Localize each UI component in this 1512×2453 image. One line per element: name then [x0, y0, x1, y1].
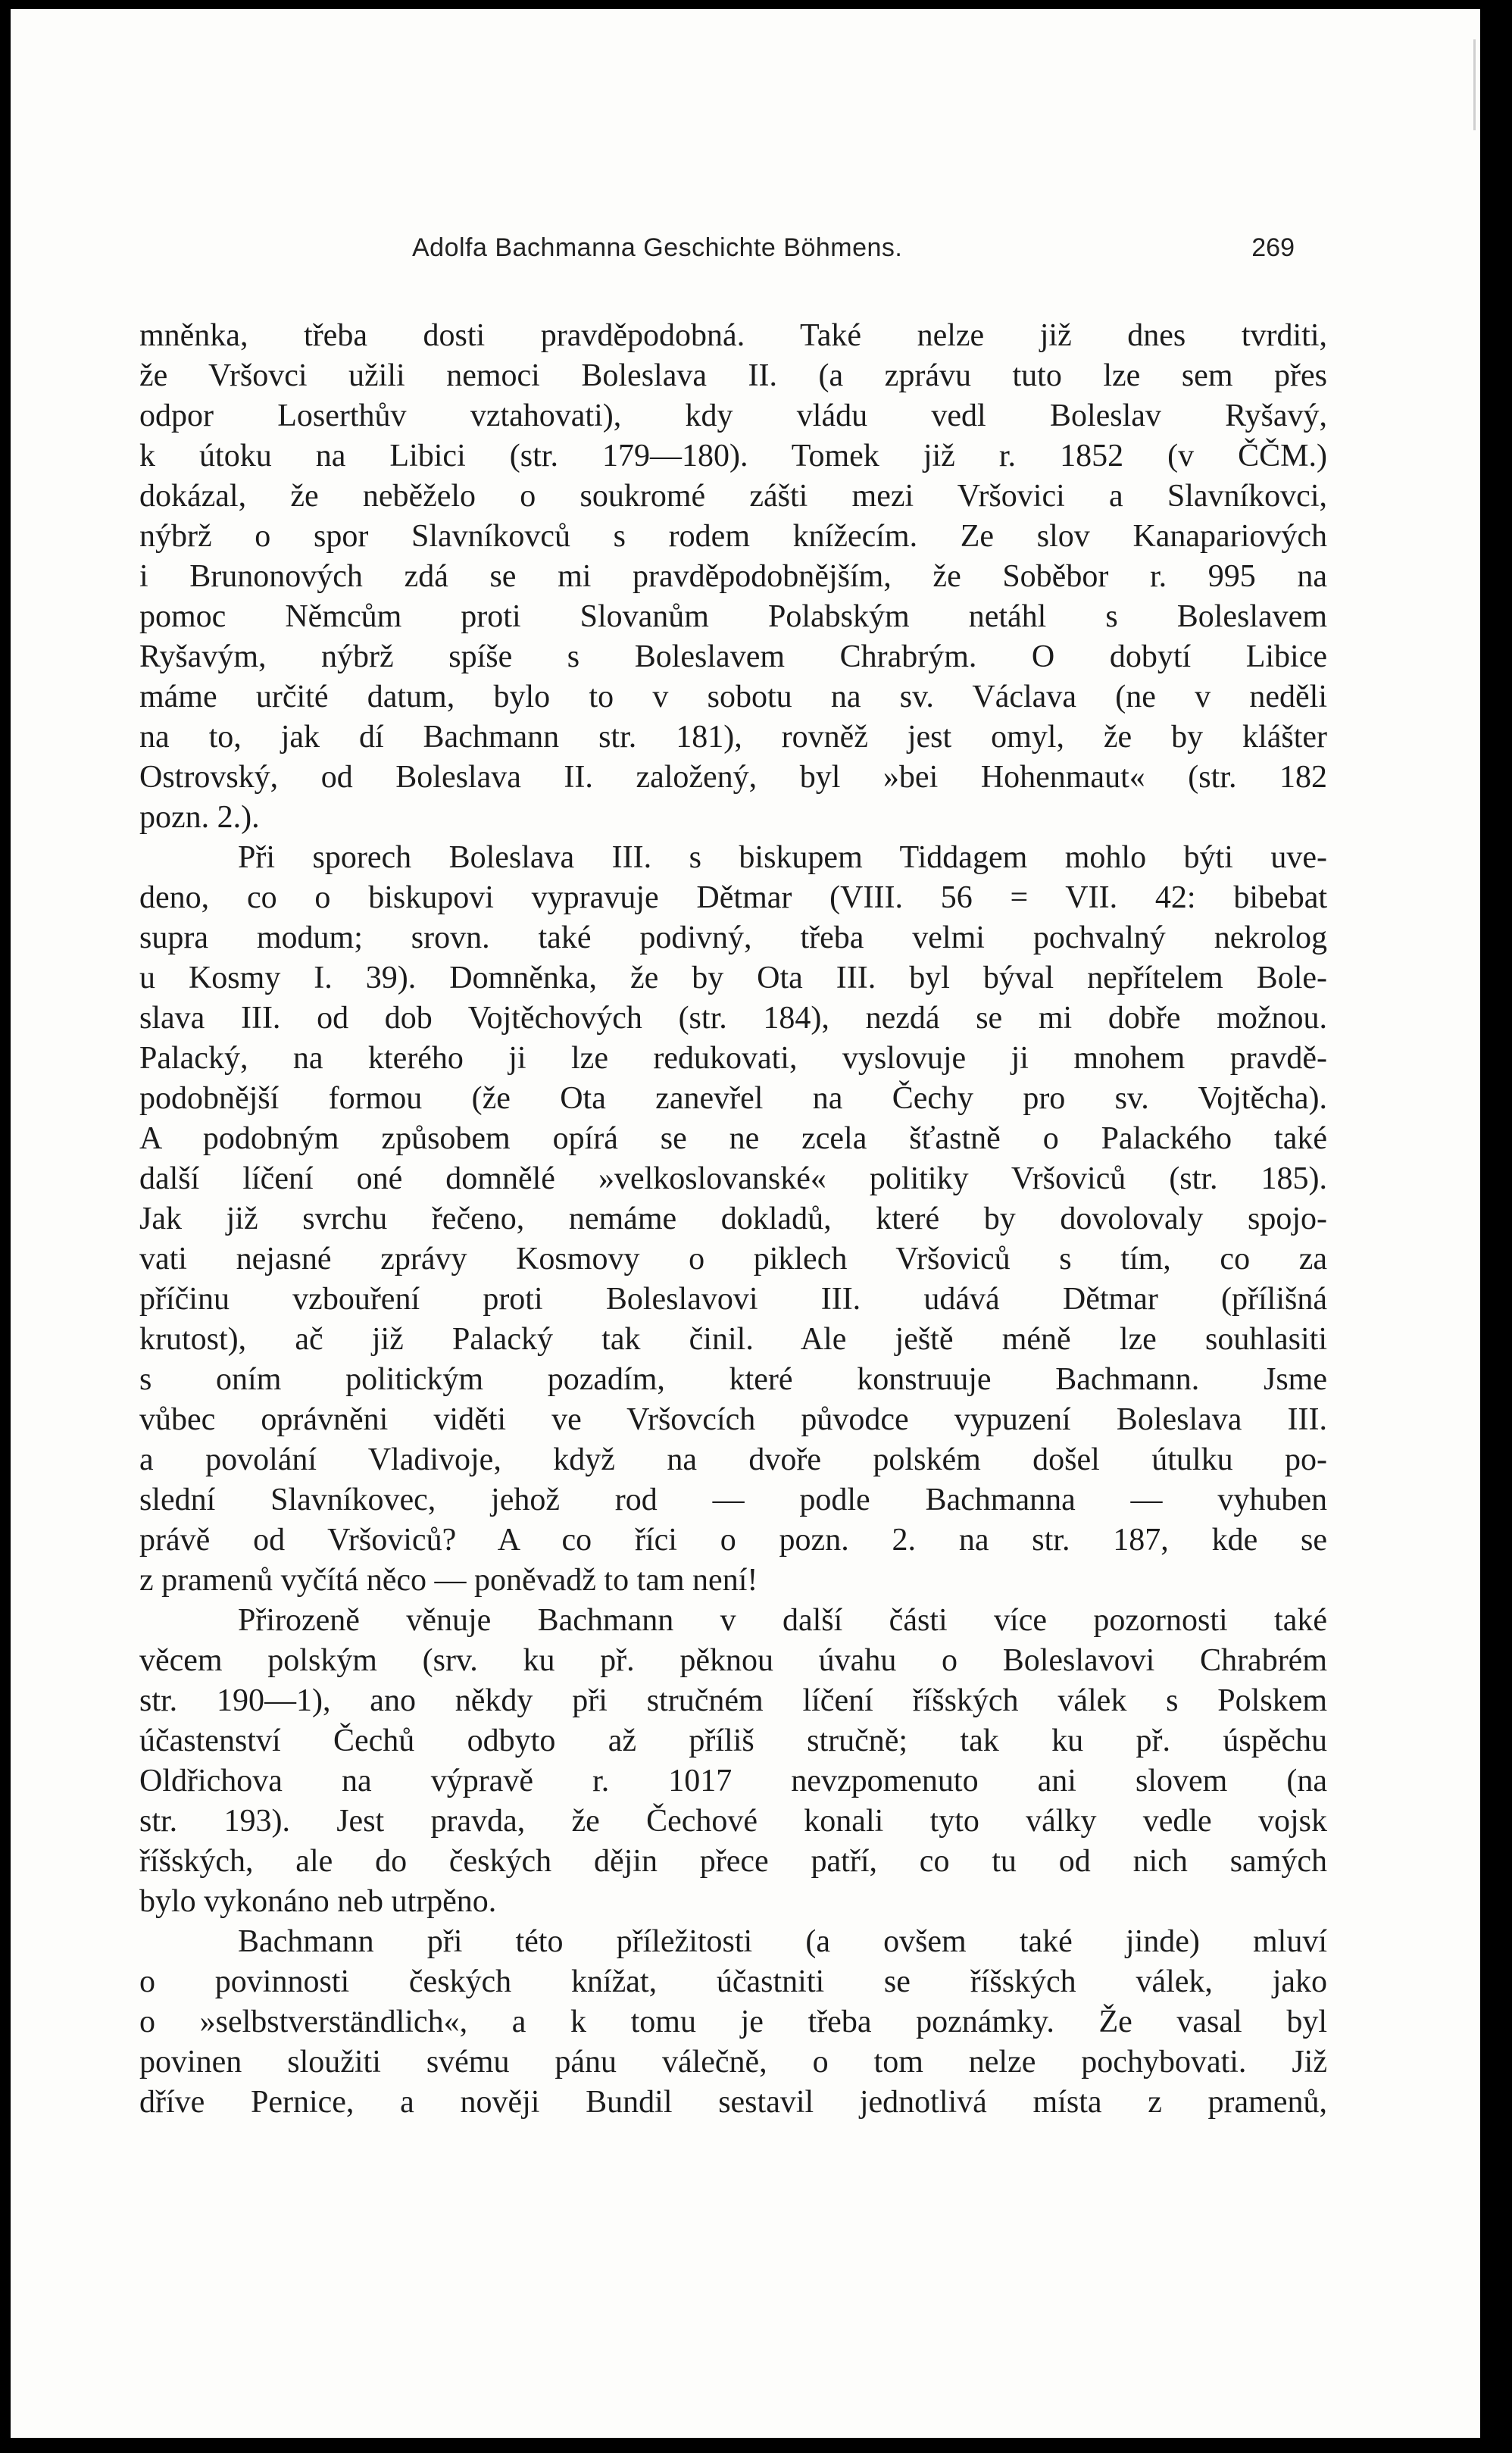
text-line: a povolání Vladivoje, když na dvoře polském došel útulku po-	[139, 1442, 1327, 1477]
text-line: máme určité datum, bylo to v sobotu na sv. Václava (ne v neděli	[139, 680, 1327, 714]
page-number: 269	[1251, 233, 1295, 262]
paragraph-end-line: z pramenů vyčítá něco — poněvadž to tam není!	[139, 1563, 758, 1598]
text-line: Ostrovský, od Boleslava II. založený, byl »bei Hohenmaut« (str. 182	[139, 760, 1327, 795]
page-edge-mark	[1473, 39, 1476, 130]
text-line: deno, co o biskupovi vypravuje Dětmar (VIII. 56 = VII. 42: bibebat	[139, 880, 1327, 915]
text-line: nýbrž o spor Slavníkovců s rodem knížecím. Ze slov Kanapariových	[139, 519, 1327, 554]
text-line: dokázal, že neběželo o soukromé zášti mezi Vršovici a Slavníkovci,	[139, 479, 1327, 514]
text-line: říšských, ale do českých dějin přece patří, co tu od nich samých	[139, 1844, 1327, 1879]
text-line: krutost), ač již Palacký tak činil. Ale ještě méně lze souhlasiti	[139, 1322, 1327, 1357]
text-line: Palacký, na kterého ji lze redukovati, vyslovuje ji mnohem pravdě-	[139, 1041, 1327, 1076]
text-line: příčinu vzbouření proti Boleslavovi III. udává Dětmar (přílišná	[139, 1282, 1327, 1317]
text-line: i Brunonových zdá se mi pravděpodobnějším, že Soběbor r. 995 na	[139, 559, 1327, 594]
text-line: povinen sloužiti svému pánu válečně, o tom nelze pochybovati. Již	[139, 2045, 1327, 2080]
text-line: s oním politickým pozadím, které konstruuje Bachmann. Jsme	[139, 1362, 1327, 1397]
text-line: Ryšavým, nýbrž spíše s Boleslavem Chrabrým. O dobytí Libice	[139, 639, 1327, 674]
text-line: odpor Loserthův vztahovati), kdy vládu vedl Boleslav Ryšavý,	[139, 398, 1327, 433]
text-line: slední Slavníkovec, jehož rod — podle Bachmanna — vyhuben	[139, 1483, 1327, 1517]
paragraph-start-line: Při sporech Boleslava III. s biskupem Tiddagem mohlo býti uve-	[238, 840, 1327, 875]
text-line: právě od Vršoviců? A co říci o pozn. 2. na str. 187, kde se	[139, 1523, 1327, 1558]
paragraph-end-line: bylo vykonáno neb utrpěno.	[139, 1884, 497, 1919]
text-line: pomoc Němcům proti Slovanům Polabským netáhl s Boleslavem	[139, 599, 1327, 634]
text-line: str. 190—1), ano někdy při stručném líčení říšských válek s Polskem	[139, 1683, 1327, 1718]
text-line: dříve Pernice, a nověji Bundil sestavil jednotlivá místa z pramenů,	[139, 2085, 1327, 2120]
text-line: Jak již svrchu řečeno, nemáme dokladů, které by dovolovaly spojo-	[139, 1202, 1327, 1236]
text-line: věcem polským (srv. ku př. pěknou úvahu o Boleslavovi Chrabrém	[139, 1643, 1327, 1678]
page	[11, 9, 1480, 2438]
text-line: supra modum; srovn. také podivný, třeba velmi pochvalný nekrolog	[139, 920, 1327, 955]
text-line: Oldřichova na výpravě r. 1017 nevzpomenuto ani slovem (na	[139, 1764, 1327, 1798]
text-line: str. 193). Jest pravda, že Čechové konali tyto války vedle vojsk	[139, 1804, 1327, 1839]
text-line: o »selbstverständlich«, a k tomu je třeba poznámky. Že vasal byl	[139, 2005, 1327, 2039]
text-line: že Vršovci užili nemoci Boleslava II. (a zprávu tuto lze sem přes	[139, 358, 1327, 393]
text-line: účastenství Čechů odbyto až příliš stručně; tak ku př. úspěchu	[139, 1723, 1327, 1758]
text-line: vati nejasné zprávy Kosmovy o piklech Vršoviců s tím, co za	[139, 1242, 1327, 1276]
paragraph-start-line: Bachmann při této příležitosti (a ovšem také jinde) mluví	[238, 1924, 1327, 1959]
text-line: podobnější formou (že Ota zanevřel na Čechy pro sv. Vojtěcha).	[139, 1081, 1327, 1116]
running-head-title: Adolfa Bachmanna Geschichte Böhmens.	[412, 233, 903, 262]
text-line: na to, jak dí Bachmann str. 181), rovněž jest omyl, že by klášter	[139, 720, 1327, 755]
text-line: u Kosmy I. 39). Domněnka, že by Ota III. byl býval nepřítelem Bole-	[139, 961, 1327, 995]
body-text	[139, 316, 1327, 2123]
text-line: slava III. od dob Vojtěchových (str. 184), nezdá se mi dobře možnou.	[139, 1001, 1327, 1036]
paragraph-end-line: pozn. 2.).	[139, 800, 260, 835]
text-line: mněnka, třeba dosti pravděpodobná. Také nelze již dnes tvrditi,	[139, 318, 1327, 353]
text-line: další líčení oné domnělé »velkoslovanské« politiky Vršoviců (str. 185).	[139, 1161, 1327, 1196]
text-line: vůbec oprávněni viděti ve Vršovcích původce vypuzení Boleslava III.	[139, 1402, 1327, 1437]
text-line: A podobným způsobem opírá se ne zcela šťastně o Palackého také	[139, 1121, 1327, 1156]
paragraph-start-line: Přirozeně věnuje Bachmann v další části více pozornosti také	[238, 1603, 1327, 1638]
text-line: o povinnosti českých knížat, účastniti se říšských válek, jako	[139, 1964, 1327, 1999]
text-line: k útoku na Libici (str. 179—180). Tomek již r. 1852 (v ČČM.)	[139, 439, 1327, 473]
